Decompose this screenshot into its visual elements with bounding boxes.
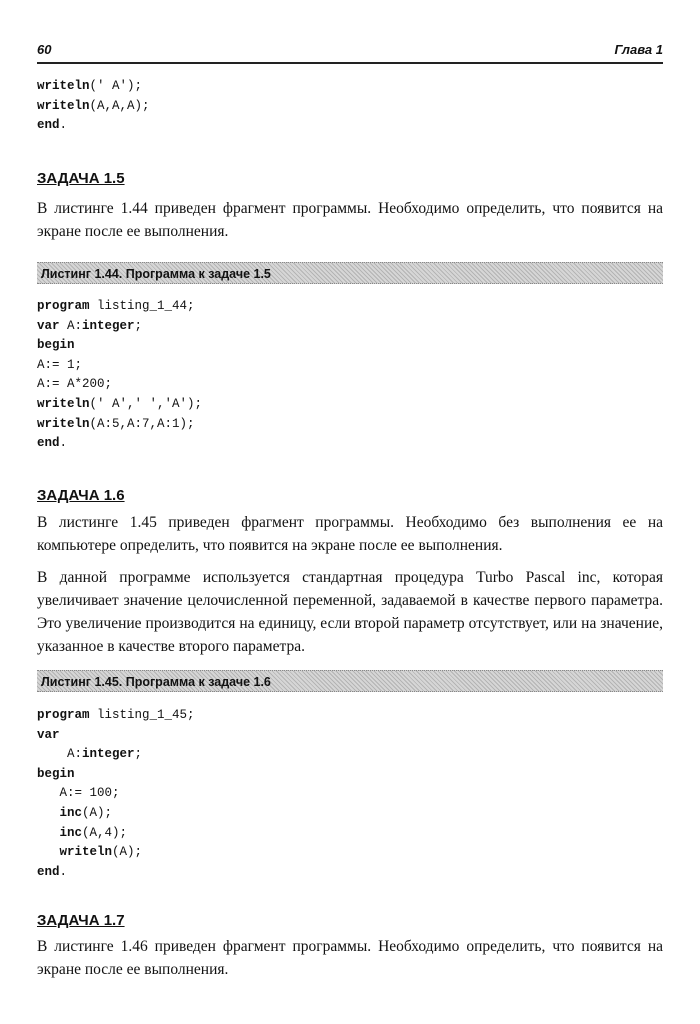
code-text: A:= A*200; [37, 377, 113, 392]
code-keyword: begin [37, 766, 75, 781]
code-text: (A,4); [82, 825, 128, 840]
code-line [37, 824, 663, 844]
code-line [37, 356, 663, 376]
listing-1-45-code [37, 706, 663, 882]
code-text [37, 806, 60, 820]
code-text: . [59, 118, 68, 133]
code-text: listing_1_45; [89, 708, 195, 722]
paragraph: В данной программе используется стандартная процедура Turbo Pascal inc, которая увеличивает значение целочисленной переменной, задаваемой в качестве первого параметра. Это увеличение производится на единицу, если второй параметр отсутствует, или на значение, указанное в качестве второго параметра. [37, 569, 663, 655]
code-line [37, 804, 663, 824]
code-text: listing_1_44; [89, 299, 195, 313]
code-keyword: writeln [37, 98, 90, 113]
code-keyword: writeln [37, 396, 90, 411]
chapter-title: Глава 1 [614, 42, 663, 57]
code-keyword: writeln [37, 79, 90, 93]
code-keyword: inc [59, 805, 83, 820]
task-1-5-text [37, 197, 663, 252]
code-keyword: program [37, 708, 90, 722]
code-line [37, 706, 663, 726]
task-1-5-heading: ЗАДАЧА 1.5 [37, 170, 125, 187]
task-1-7-text [37, 935, 663, 990]
code-keyword: integer [82, 747, 135, 762]
code-text: ; [134, 318, 143, 333]
code-text: (' A',' ','A'); [89, 396, 203, 411]
code-keyword: integer [82, 318, 135, 333]
code-keyword: begin [37, 338, 75, 353]
code-text: (' A'); [89, 79, 143, 93]
code-line [37, 863, 663, 883]
task-1-6-text [37, 511, 663, 667]
code-keyword: inc [59, 825, 83, 840]
listing-1-44-code [37, 297, 663, 454]
code-keyword: var [37, 318, 60, 333]
code-line [37, 77, 663, 97]
code-keyword: writeln [59, 845, 113, 860]
code-line [37, 97, 663, 117]
code-keyword: var [37, 727, 60, 742]
code-keyword: end [37, 436, 60, 451]
code-keyword: end [37, 864, 60, 879]
code-text [37, 845, 60, 859]
task-1-7-heading: ЗАДАЧА 1.7 [37, 912, 125, 929]
paragraph: В листинге 1.46 приведен фрагмент программы. Необходимо определить, что появится на экране после ее выполнения. [37, 938, 663, 978]
code-text: (A:5,A:7,A:1); [89, 416, 195, 431]
code-line [37, 336, 663, 356]
code-line [37, 317, 663, 337]
code-line [37, 745, 663, 765]
code-line [37, 375, 663, 395]
code-line [37, 395, 663, 415]
page-number: 60 [37, 42, 52, 57]
code-keyword: end [37, 118, 60, 133]
code-keyword: program [37, 299, 90, 313]
listing-1-44-caption: Листинг 1.44. Программа к задаче 1.5 [37, 262, 663, 284]
code-line [37, 297, 663, 317]
code-line [37, 765, 663, 785]
code-text: A: [59, 318, 83, 333]
code-text: (A,A,A); [89, 98, 150, 113]
code-line [37, 116, 663, 136]
code-text: . [59, 436, 68, 451]
code-text: A:= 100; [37, 786, 120, 801]
code-line [37, 726, 663, 746]
code-text: . [59, 864, 68, 879]
code-text: A: [37, 747, 83, 762]
code-line [37, 434, 663, 454]
listing-1-45-caption: Листинг 1.45. Программа к задаче 1.6 [37, 670, 663, 692]
code-text [37, 826, 60, 840]
paragraph: В листинге 1.45 приведен фрагмент программы. Необходимо без выполнения ее на компьютере определить, что появится на экране после ее выполнения. [37, 514, 663, 554]
code-line [37, 415, 663, 435]
code-line [37, 784, 663, 804]
code-line [37, 843, 663, 863]
page-header [37, 40, 663, 64]
code-text: A:= 1; [37, 357, 83, 372]
paragraph: В листинге 1.44 приведен фрагмент программы. Необходимо определить, что появится на экране после ее выполнения. [37, 200, 663, 240]
code-block-top [37, 77, 663, 136]
code-text: (A); [112, 845, 143, 860]
task-1-6-heading: ЗАДАЧА 1.6 [37, 487, 125, 504]
code-text: (A); [82, 805, 113, 820]
code-text: ; [134, 747, 143, 762]
code-keyword: writeln [37, 416, 90, 431]
